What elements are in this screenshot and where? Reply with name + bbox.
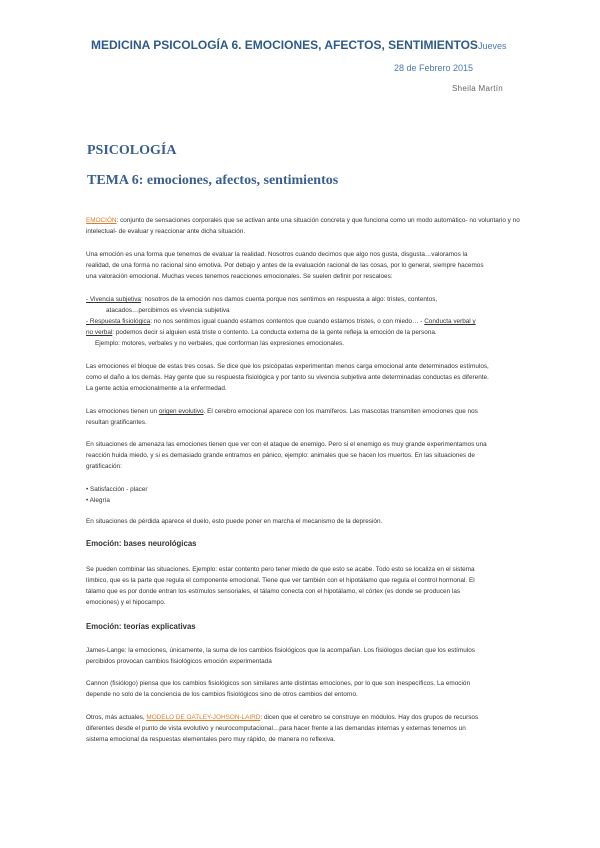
p10-line3: sistema emocional da respuestas elementales pero muy rápido, de manera no reflexiva. (86, 736, 336, 743)
list2-item2: • Alegría (86, 497, 110, 504)
paragraph-emocion-definition (86, 215, 586, 237)
paragraph-modelo (86, 712, 586, 745)
list1-b-text3: Ejemplo: motores, verbales y no verbales, que conforman las expresiones emocionales. (95, 340, 345, 347)
paragraph-amenaza (86, 439, 586, 472)
p1-text2: intelectual- de evaluar y reaccionar ante dicha situación. (86, 228, 246, 235)
document-author: Sheila Martín (452, 84, 504, 93)
p7-line4: emociones) y el hipocampo. (86, 599, 166, 606)
term-vivencia: - Vivencia subjetiva (86, 296, 141, 303)
p5-line2: reacción huida miedo, y si es demasiado grande entramos en pánico, ejemplo: animales que se hacen los muertos. En las situaciones de (86, 452, 475, 459)
paragraph-evaluation (86, 249, 586, 282)
list1-b-text: : no nos sentimos igual cuando estamos contentos que cuando estamos tristes, o con miedo… - (150, 318, 423, 325)
p5-line1: En situaciones de amenaza las emociones tienen que ver con el ataque de enemigo. Pero si el enemigo es muy grande experimentamos una (86, 441, 487, 448)
p9-line2: depende no solo de la conciencia de los cambios fisiológicos sino de otros cambios del entorno. (86, 691, 358, 698)
p5-line3: gratificación: (86, 463, 122, 470)
list2-item1: • Satisfacción - placer (86, 486, 148, 493)
term-modelo: MODELO DE OATLEY-JOHSON-LAIRD (146, 714, 261, 721)
title-text: MEDICINA PSICOLOGÍA 6. EMOCIONES, AFECTOS, SENTIMIENTOS (91, 38, 478, 52)
p4-t1: Las emociones tienen un (86, 408, 158, 415)
section-heading: PSICOLOGÍA (87, 143, 177, 158)
list1-b-text2: : podemos decir si alguien está triste o contento. La conducta externa de la gente refleja la emoción de la persona. (112, 329, 437, 336)
p10-line2: diferentes desde el punto de vista evolutivo y neurocomputacional…para hacer frente a las demandas internas y externas tenemos un (86, 725, 466, 732)
p3-line2: como el daño a los demás. Hay gente que su respuesta fisiológica y por tanto su vivencia subjetiva ante determinadas conductas es diferente. (86, 374, 489, 381)
list1-a-text: : nosotros de la emoción nos damos cuenta porque nos sentimos en respuesta a algo: tristes, contentos, (140, 296, 438, 303)
subheading-bases: Emoción: bases neurológicas (86, 539, 197, 548)
topic-heading: TEMA 6: emociones, afectos, sentimientos (87, 173, 339, 188)
list1-a-text2: atacados…percibimos es vivencia subjetiva (106, 307, 230, 314)
p1-text1: : conjunto de sensaciones corporales que se activan ante una situación concreta y que funciona como un modo automático- no voluntario y no (116, 217, 520, 224)
paragraph-james-lange (86, 645, 586, 667)
p8-line2: percibidos provocan cambios fisiológicos emoción experimentada (86, 658, 272, 665)
p2-line2: realidad, de una forma no racional sino emotiva. Por debajo y antes de la evaluación racional de las cosas, por lo general, siempre hacemos (86, 262, 484, 269)
document-date: 28 de Febrero 2015 (394, 63, 474, 73)
p2-line3: una valoración emocional. Muchas veces tenemos reacciones emocionales. Se suelen definir por rescaloes: (86, 273, 393, 280)
term-conducta: Conducta verbal y (424, 318, 476, 325)
list-gratificacion (86, 484, 586, 506)
term-respuesta: - Respuesta fisiológica (86, 318, 151, 325)
p4-t2: . El cerebro emocional aparece con los mamíferos. Las mascotas transmiten emociones que nos (203, 408, 478, 415)
p10-t1: Otros, más actuales, (86, 714, 145, 721)
p9-line1: Cannon (fisiólogo) piensa que los cambios fisiológicos son similares ante distintas emociones, por lo que son inespecíficos. La emoción (86, 680, 470, 687)
paragraph-cannon (86, 678, 586, 700)
p3-line3: La gente actúa emocionalmente a la enfermedad. (86, 385, 227, 392)
list-components (86, 294, 586, 349)
paragraph-duelo: En situaciones de pérdida aparece el duelo, esto puede poner en marcha el mecanismo de la depresión. (86, 518, 383, 525)
p7-line2: límbico, que es la parte que regula el componente emocional. Tiene que ver también con el hipotálamo que regula el control hormonal. El (86, 577, 475, 584)
day-label: Jueves (477, 41, 507, 51)
p7-line1: Se pueden combinar las situaciones. Ejemplo: estar contento pero tener miedo de que esto se acabe. Todo esto se localiza en el sistema (86, 566, 475, 573)
document-title (91, 38, 506, 52)
p7-line3: tálamo que es por donde entran los estímulos sensoriales, el tálamo conecta con el hipotálamo, el córtex (es donde se producen las (86, 588, 461, 595)
paragraph-psicopatas (86, 361, 586, 394)
paragraph-limbico (86, 564, 586, 608)
p2-line1: Una emoción es una forma que tenemos de evaluar la realidad. Nosotros cuando decimos que algo nos gusta, disgusta…valoramos la (86, 251, 468, 258)
term-origen: origen evolutivo (158, 408, 204, 415)
p3-line1: Las emociones el bloque de estas tres cosas. Se dice que los psicópatas experimentan menos carga emocional ante determinados estímulos, (86, 363, 489, 370)
p10-t2: : dicen que el cerebro se construye en módulos. Hay dos grupos de recursos (260, 714, 479, 721)
paragraph-origen (86, 406, 586, 428)
term-no-verbal: no verbal (86, 329, 113, 336)
p8-line1: James-Lange: la emociones, únicamente, la suma de los cambios fisiológicos que la acompañan. Los fisiólogos decían que los estímulos (86, 647, 475, 654)
p4-line2: resultan gratificantes. (86, 419, 147, 426)
subheading-teorias: Emoción: teorías explicativas (86, 622, 196, 631)
term-emocion: EMOCIÓN (86, 217, 117, 224)
